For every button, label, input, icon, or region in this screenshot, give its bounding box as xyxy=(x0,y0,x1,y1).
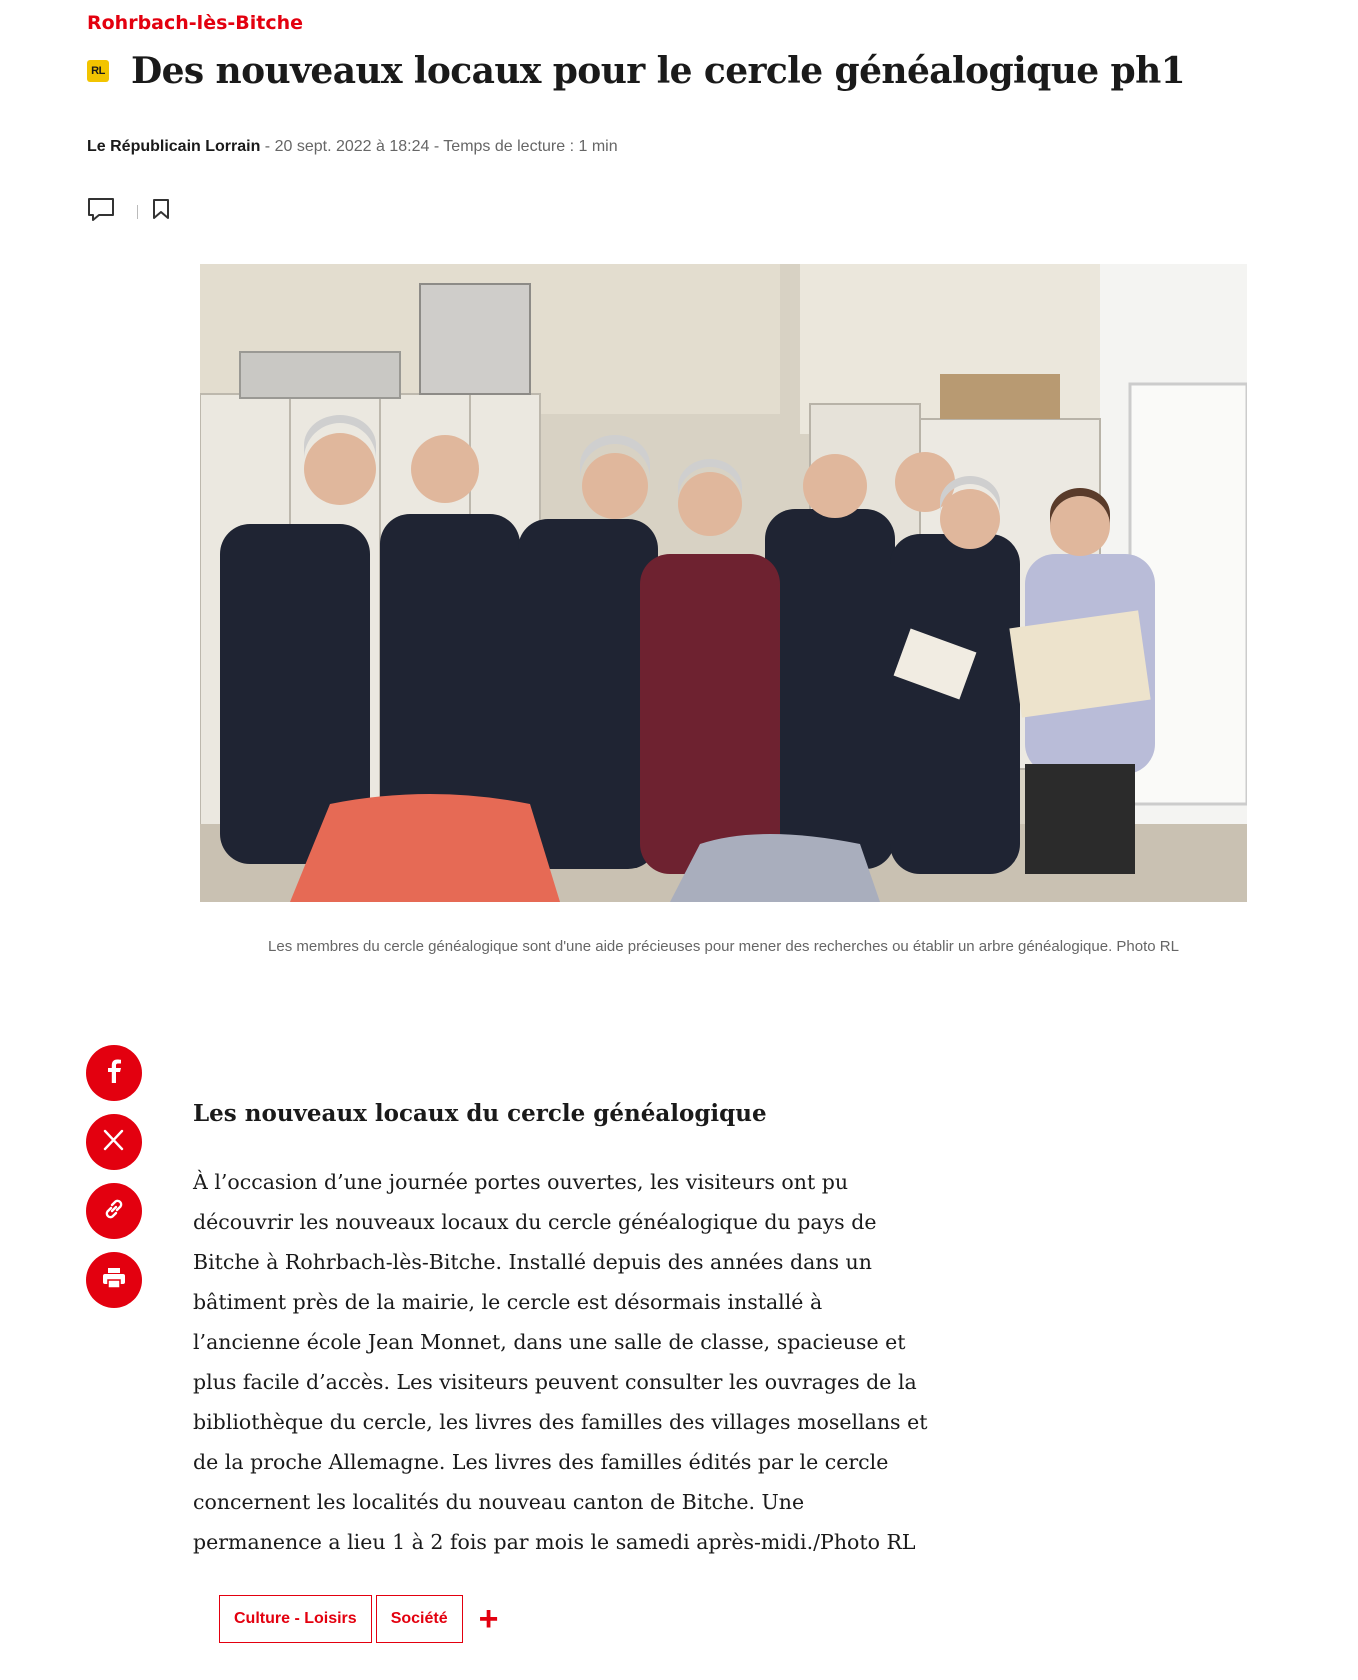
facebook-share-button[interactable] xyxy=(86,1045,142,1101)
print-button[interactable] xyxy=(86,1252,142,1308)
article-photo xyxy=(200,264,1247,902)
section-kicker[interactable]: Rohrbach-lès-Bitche xyxy=(87,12,304,34)
comment-icon[interactable] xyxy=(87,196,115,227)
article-body: À l’occasion d’une journée portes ouvertes, les visiteurs ont pu découvrir les nouveaux locaux du cercle généalogique du pays de Bitche à Rohrbach-lès-Bitche. Installé depuis des années dans un bâtiment près de la mairie, le cercle est désormais installé à l’ancienne école Jean Monnet, dans une salle de classe, spacieuse et plus facile d’accès. Les visiteurs peuvent consulter les ouvrages de la bibliothèque du cercle, les livres des familles des villages mosellans et de la proche Allemagne. Les livres des familles édités par le cercle concernent les localités du nouveau canton de Bitche. Une permanence a lieu 1 à 2 fois par mois le samedi après-midi./Photo RL xyxy=(193,1170,928,1554)
byline xyxy=(87,138,618,156)
more-tags-button[interactable]: + xyxy=(478,1600,499,1638)
tag-culture-loisirs[interactable]: Culture - Loisirs xyxy=(219,1595,372,1643)
link-icon xyxy=(101,1196,127,1227)
article-title: Des nouveaux locaux pour le cercle généalogique ph1 xyxy=(131,50,1186,92)
facebook-icon xyxy=(103,1058,125,1089)
article-subheading: Les nouveaux locaux du cercle généalogique xyxy=(193,1100,767,1127)
x-icon xyxy=(102,1128,126,1157)
bookmark-icon[interactable] xyxy=(152,198,170,225)
share-bar xyxy=(86,1045,142,1321)
title-row xyxy=(87,50,1185,92)
print-icon xyxy=(101,1266,127,1295)
rl-badge-icon: RL xyxy=(87,60,109,82)
byline-source[interactable]: Le Républicain Lorrain xyxy=(87,138,261,155)
tag-list xyxy=(219,1595,498,1643)
photo-caption: Les membres du cercle généalogique sont d'une aide précieuses pour mener des recherches ou établir un arbre généalogique. Photo RL xyxy=(268,938,1179,955)
tag-societe[interactable]: Société xyxy=(376,1595,463,1643)
x-share-button[interactable] xyxy=(86,1114,142,1170)
byline-details: - 20 sept. 2022 à 18:24 - Temps de lecture : 1 min xyxy=(260,138,618,155)
article-actions xyxy=(87,196,170,227)
copy-link-button[interactable] xyxy=(86,1183,142,1239)
actions-divider xyxy=(137,205,138,219)
